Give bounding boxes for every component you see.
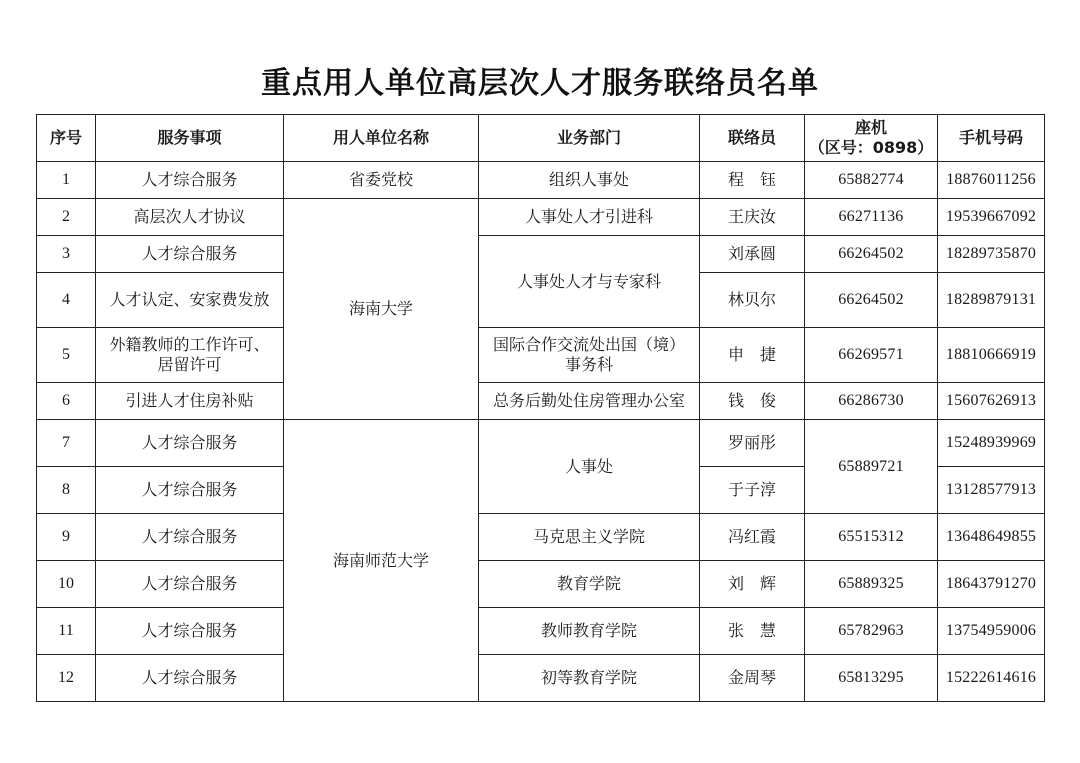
row-index: 6 [37,383,96,420]
row-landline: 65889721 [805,420,938,514]
header-landline [805,115,938,162]
row-mobile: 13648649855 [938,514,1045,561]
row-service-line2: 居留许可 [157,355,222,374]
row-service: 人才综合服务 [96,236,284,273]
row-landline: 65813295 [805,655,938,702]
row-landline: 65889325 [805,561,938,608]
row-service: 人才综合服务 [96,420,284,467]
header-mobile: 手机号码 [938,115,1045,162]
row-index: 4 [37,273,96,328]
row-service: 人才综合服务 [96,467,284,514]
row-landline: 65782963 [805,608,938,655]
row-landline: 66271136 [805,199,938,236]
row-mobile: 18289879131 [938,273,1045,328]
row-service: 人才认定、安家费发放 [96,273,284,328]
row-department-line1: 国际合作交流处出国（境） [492,335,685,354]
table-row [37,514,1045,561]
row-department: 教师教育学院 [479,608,700,655]
header-index: 序号 [37,115,96,162]
row-mobile: 13754959006 [938,608,1045,655]
row-contact: 申 捷 [700,328,805,383]
row-contact: 冯红霞 [700,514,805,561]
header-contact: 联络员 [700,115,805,162]
table-row [37,328,1045,383]
page-title: 重点用人单位高层次人才服务联络员名单 [261,66,819,101]
row-service-line1: 外籍教师的工作许可、 [109,335,270,354]
row-landline: 66286730 [805,383,938,420]
row-service: 人才综合服务 [96,561,284,608]
row-index: 7 [37,420,96,467]
row-service [96,328,284,383]
row-index: 11 [37,608,96,655]
row-department: 马克思主义学院 [479,514,700,561]
row-mobile: 19539667092 [938,199,1045,236]
row-contact: 金周琴 [700,655,805,702]
row-landline: 65515312 [805,514,938,561]
row-contact: 刘 辉 [700,561,805,608]
row-landline: 66264502 [805,236,938,273]
table-row [37,655,1045,702]
row-department: 教育学院 [479,561,700,608]
row-service: 人才综合服务 [96,655,284,702]
row-mobile: 13128577913 [938,467,1045,514]
row-department: 人事处人才引进科 [479,199,700,236]
header-area-code: （区号：0898） [808,138,934,157]
row-unit: 海南师范大学 [284,420,479,702]
row-service: 人才综合服务 [96,162,284,199]
table-row [37,383,1045,420]
row-department: 人事处人才与专家科 [479,236,700,328]
header-service: 服务事项 [96,115,284,162]
row-service: 高层次人才协议 [96,199,284,236]
row-contact: 刘承圆 [700,236,805,273]
table-row [37,608,1045,655]
row-index: 9 [37,514,96,561]
row-department: 组织人事处 [479,162,700,199]
table-row [37,199,1045,236]
row-index: 5 [37,328,96,383]
row-mobile: 18643791270 [938,561,1045,608]
row-mobile: 18810666919 [938,328,1045,383]
row-department: 总务后勤处住房管理办公室 [479,383,700,420]
row-mobile: 18876011256 [938,162,1045,199]
row-contact: 钱 俊 [700,383,805,420]
liaison-table [36,114,1045,702]
row-landline: 66269571 [805,328,938,383]
table-row [37,162,1045,199]
table-row [37,420,1045,467]
row-index: 8 [37,467,96,514]
header-department: 业务部门 [479,115,700,162]
row-unit: 海南大学 [284,199,479,420]
row-contact: 王庆汝 [700,199,805,236]
header-unit: 用人单位名称 [284,115,479,162]
row-department [479,328,700,383]
table-row [37,561,1045,608]
row-service: 人才综合服务 [96,608,284,655]
row-landline: 66264502 [805,273,938,328]
row-mobile: 15248939969 [938,420,1045,467]
row-service: 人才综合服务 [96,514,284,561]
row-contact: 于子淳 [700,467,805,514]
row-contact: 林贝尔 [700,273,805,328]
row-service: 引进人才住房补贴 [96,383,284,420]
row-contact: 张 慧 [700,608,805,655]
row-department: 初等教育学院 [479,655,700,702]
row-index: 1 [37,162,96,199]
row-index: 2 [37,199,96,236]
header-landline-label: 座机 [854,118,887,137]
row-index: 12 [37,655,96,702]
row-mobile: 15607626913 [938,383,1045,420]
row-contact: 程 钰 [700,162,805,199]
header-row [37,115,1045,162]
row-department: 人事处 [479,420,700,514]
row-index: 10 [37,561,96,608]
row-contact: 罗丽彤 [700,420,805,467]
table-row [37,236,1045,273]
row-unit: 省委党校 [284,162,479,199]
row-mobile: 15222614616 [938,655,1045,702]
row-mobile: 18289735870 [938,236,1045,273]
row-index: 3 [37,236,96,273]
row-landline: 65882774 [805,162,938,199]
row-department-line2: 事务科 [564,355,613,374]
